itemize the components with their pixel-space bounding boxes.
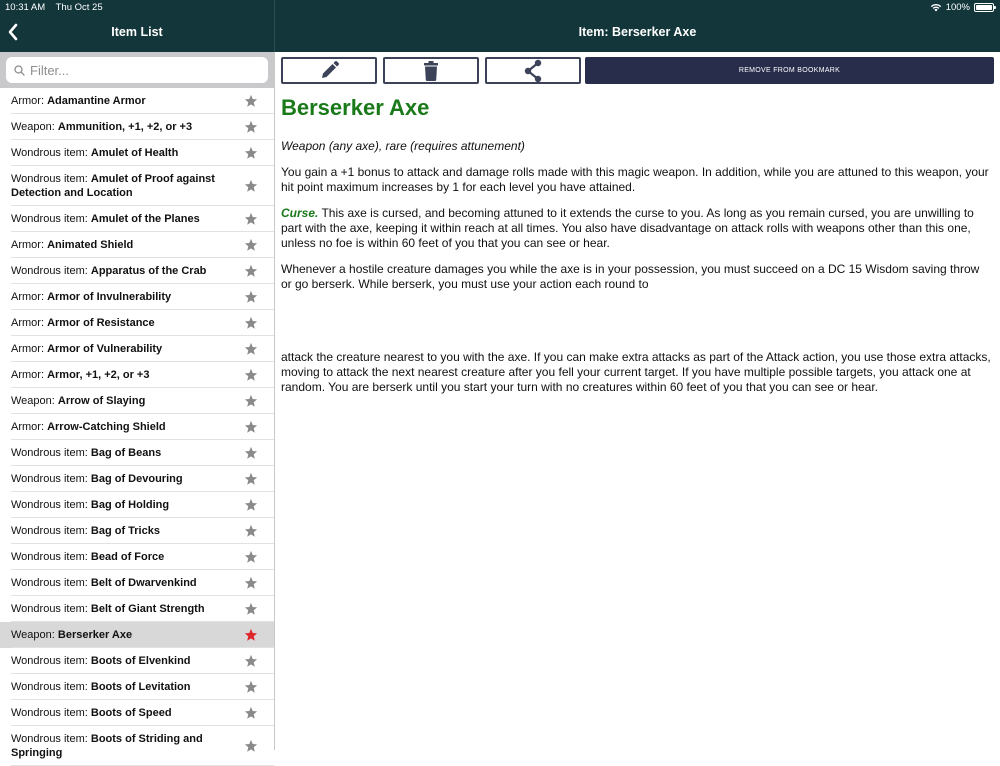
item-name: Bag of Tricks (90, 525, 160, 537)
item-category: Armor: (11, 239, 48, 251)
star-shape (245, 551, 257, 563)
bookmark-star-icon[interactable] (244, 524, 258, 538)
item-category: Wondrous item: (11, 447, 91, 459)
battery-percent: 100% (945, 2, 970, 13)
star-shape (245, 681, 257, 693)
list-item-text (11, 654, 191, 668)
list-item-text (11, 368, 149, 382)
star-shape (245, 121, 257, 133)
star-shape (245, 447, 257, 459)
bookmark-star-icon[interactable] (244, 628, 258, 642)
item-type-line: Weapon (any axe), rare (requires attunement) (281, 139, 525, 153)
bookmark-star-icon[interactable] (244, 179, 258, 193)
item-name: Arrow-Catching Shield (47, 421, 166, 433)
list-item[interactable] (0, 570, 274, 596)
content-gap (281, 303, 993, 350)
star-shape (245, 525, 257, 537)
list-item[interactable] (0, 206, 274, 232)
battery-icon (974, 3, 994, 12)
share-button[interactable] (485, 57, 581, 84)
bookmark-star-icon[interactable] (244, 550, 258, 564)
item-name: Animated Shield (47, 239, 134, 251)
bookmark-star-icon[interactable] (244, 212, 258, 226)
trash-icon (422, 60, 440, 82)
bookmark-star-icon[interactable] (244, 120, 258, 134)
description-paragraph-1: You gain a +1 bonus to attack and damage rolls made with this magic weapon. In addition, while you are attuned to this weapon, your hit point maximum increases by 1 for each level you have attained. (281, 165, 989, 194)
item-category: Wondrous item: (11, 603, 91, 615)
delete-button[interactable] (383, 57, 479, 84)
item-category: Armor: (11, 291, 48, 303)
item-category: Wondrous item: (11, 707, 91, 719)
list-item[interactable] (0, 284, 274, 310)
list-item[interactable] (0, 440, 274, 466)
item-name: Bag of Beans (90, 447, 162, 459)
list-item[interactable] (0, 596, 274, 622)
item-category: Wondrous item: (11, 525, 91, 537)
list-item-text (11, 576, 197, 590)
star-shape (245, 317, 257, 329)
bookmark-star-icon[interactable] (244, 264, 258, 278)
battery-fill (976, 5, 992, 10)
item-name: Armor of Resistance (47, 317, 155, 329)
edit-button[interactable] (281, 57, 377, 84)
bookmark-star-icon[interactable] (244, 420, 258, 434)
star-shape (245, 239, 257, 251)
item-list (0, 88, 274, 766)
list-item[interactable] (0, 414, 274, 440)
list-item-text (11, 498, 169, 512)
list-item-text (11, 290, 171, 304)
item-name: Apparatus of the Crab (90, 265, 207, 277)
item-category: Weapon: (11, 629, 58, 641)
filter-bar (0, 52, 274, 88)
item-name: Boots of Elvenkind (90, 655, 191, 667)
bookmark-star-icon[interactable] (244, 146, 258, 160)
detail-toolbar (275, 52, 1000, 88)
list-item-text (11, 732, 234, 760)
list-item-text (11, 394, 145, 408)
search-icon (14, 65, 25, 76)
star-shape (245, 343, 257, 355)
bookmark-star-icon[interactable] (244, 342, 258, 356)
bookmark-star-icon[interactable] (244, 602, 258, 616)
list-item[interactable] (0, 492, 274, 518)
pane-divider (274, 52, 275, 750)
list-item-text (11, 420, 166, 434)
item-name: Boots of Striding and Springing (11, 733, 203, 759)
filter-field[interactable] (6, 57, 268, 83)
list-item-text (11, 264, 206, 278)
detail-title: Item: Berserker Axe (578, 25, 697, 39)
item-name: Bead of Force (90, 551, 165, 563)
item-list-sidebar (0, 52, 274, 759)
filter-input[interactable] (30, 63, 250, 78)
star-shape (245, 577, 257, 589)
item-name: Armor of Vulnerability (47, 343, 163, 355)
bookmark-star-icon[interactable] (244, 680, 258, 694)
item-category: Wondrous item: (11, 499, 91, 511)
bookmark-star-icon[interactable] (244, 576, 258, 590)
item-name: Belt of Dwarvenkind (90, 577, 197, 589)
bookmark-star-icon[interactable] (244, 739, 258, 753)
list-item-text (11, 172, 234, 200)
star-shape (245, 499, 257, 511)
item-name-heading: Berserker Axe (281, 95, 430, 120)
item-category: Wondrous item: (11, 265, 91, 277)
list-item[interactable] (0, 166, 274, 206)
item-name: Arrow of Slaying (57, 395, 146, 407)
list-item-text (11, 146, 178, 160)
item-name: Armor of Invulnerability (47, 291, 172, 303)
star-shape (245, 213, 257, 225)
description-paragraph-4: attack the creature nearest to you with the axe. If you can make extra attacks as part of the Attack action, you use those extra attacks, moving to attack the next nearest creature after you fell your current target. If you have multiple possible targets, you attack one at random. You are berserk until you start your turn with no creatures within 60 feet of you that you can see or hear. (281, 350, 991, 394)
list-item-text (11, 238, 133, 252)
item-name: Amulet of the Planes (90, 213, 200, 225)
item-detail (281, 95, 993, 406)
list-item[interactable] (0, 232, 274, 258)
item-category: Wondrous item: (11, 213, 91, 225)
list-item[interactable] (0, 648, 274, 674)
star-shape (245, 740, 257, 752)
star-shape (245, 265, 257, 277)
item-category: Wondrous item: (11, 147, 91, 159)
item-category: Armor: (11, 369, 48, 381)
item-name: Amulet of Proof against Detection and Location (11, 173, 215, 199)
bookmark-star-icon[interactable] (244, 654, 258, 668)
curse-label: Curse. (281, 206, 319, 220)
star-shape (245, 395, 257, 407)
list-item-text (11, 342, 162, 356)
list-item[interactable] (0, 544, 274, 570)
list-item[interactable] (0, 362, 274, 388)
bookmark-star-icon[interactable] (244, 706, 258, 720)
item-name: Adamantine Armor (47, 95, 146, 107)
wifi-icon (930, 3, 942, 12)
status-date: Thu Oct 25 (55, 2, 103, 13)
curse-text: This axe is cursed, and becoming attuned to it extends the curse to you. As long as you remain cursed, you are unwilling to part with the axe, keeping it within reach at all times. You also have disadvantage on attack rolls with weapons other than this one, unless no foe is within 60 feet of you that you can see or hear. (281, 206, 974, 250)
bookmark-star-icon[interactable] (244, 394, 258, 408)
remove-bookmark-button[interactable]: REMOVE FROM BOOKMARK (585, 57, 994, 84)
list-item-text (11, 120, 192, 134)
share-icon (522, 59, 544, 83)
star-shape (245, 421, 257, 433)
item-name: Boots of Speed (90, 707, 172, 719)
list-item[interactable] (0, 466, 274, 492)
item-category: Wondrous item: (11, 577, 91, 589)
star-shape (245, 369, 257, 381)
list-item[interactable] (0, 726, 274, 766)
curse-paragraph (281, 206, 993, 251)
bookmark-star-icon[interactable] (244, 94, 258, 108)
list-item[interactable] (0, 258, 274, 284)
item-category: Wondrous item: (11, 473, 91, 485)
item-name: Belt of Giant Strength (90, 603, 205, 615)
list-item-text (11, 94, 146, 108)
list-item[interactable] (0, 518, 274, 544)
pencil-icon (318, 60, 340, 82)
list-item[interactable] (0, 114, 274, 140)
item-category: Armor: (11, 317, 48, 329)
list-item[interactable] (0, 388, 274, 414)
list-title: Item List (111, 25, 163, 39)
status-time: 10:31 AM (5, 2, 46, 13)
item-category: Wondrous item: (11, 655, 91, 667)
list-item[interactable] (0, 140, 274, 166)
list-item-text (11, 524, 160, 538)
bookmark-star-icon[interactable] (244, 446, 258, 460)
bookmark-star-icon[interactable] (244, 368, 258, 382)
star-shape (245, 147, 257, 159)
item-name: Boots of Levitation (90, 681, 191, 693)
list-item[interactable] (0, 622, 274, 648)
list-item-text (11, 212, 200, 226)
item-category: Wondrous item: (11, 733, 91, 745)
list-item-text (11, 550, 164, 564)
item-name: Bag of Devouring (90, 473, 183, 485)
list-item[interactable] (0, 310, 274, 336)
bookmark-star-icon[interactable] (244, 238, 258, 252)
list-item-text (11, 472, 183, 486)
star-shape (245, 473, 257, 485)
list-item[interactable] (0, 336, 274, 362)
list-item[interactable] (0, 674, 274, 700)
item-category: Wondrous item: (11, 551, 91, 563)
bookmark-star-icon[interactable] (244, 290, 258, 304)
star-shape (245, 655, 257, 667)
list-item[interactable] (0, 700, 274, 726)
bookmark-star-icon[interactable] (244, 472, 258, 486)
star-shape (245, 603, 257, 615)
star-shape (245, 629, 257, 641)
status-bar-right (930, 2, 994, 13)
list-item-text (11, 706, 172, 720)
item-category: Armor: (11, 343, 48, 355)
status-bar-left (5, 2, 111, 13)
item-name: Bag of Holding (90, 499, 170, 511)
bookmark-star-icon[interactable] (244, 498, 258, 512)
item-name: Armor, +1, +2, or +3 (47, 369, 150, 381)
star-shape (245, 707, 257, 719)
item-category: Weapon: (11, 395, 58, 407)
list-item-text (11, 446, 161, 460)
item-category: Wondrous item: (11, 681, 91, 693)
bookmark-star-icon[interactable] (244, 316, 258, 330)
item-category: Weapon: (11, 121, 58, 133)
item-category: Wondrous item: (11, 173, 91, 185)
top-bar (0, 0, 1000, 52)
description-paragraph-3: Whenever a hostile creature damages you while the axe is in your possession, you must succeed on a DC 15 Wisdom saving throw or go berserk. While berserk, you must use your action each round to (281, 262, 980, 291)
item-category: Armor: (11, 95, 48, 107)
item-name: Ammunition, +1, +2, or +3 (57, 121, 193, 133)
star-shape (245, 95, 257, 107)
list-item-text (11, 602, 205, 616)
list-item[interactable] (0, 88, 274, 114)
star-shape (245, 291, 257, 303)
item-category: Armor: (11, 421, 48, 433)
list-item-text (11, 316, 155, 330)
star-shape (245, 180, 257, 192)
list-item-text (11, 628, 132, 642)
item-name: Amulet of Health (90, 147, 179, 159)
list-item-text (11, 680, 191, 694)
item-name: Berserker Axe (57, 629, 133, 641)
